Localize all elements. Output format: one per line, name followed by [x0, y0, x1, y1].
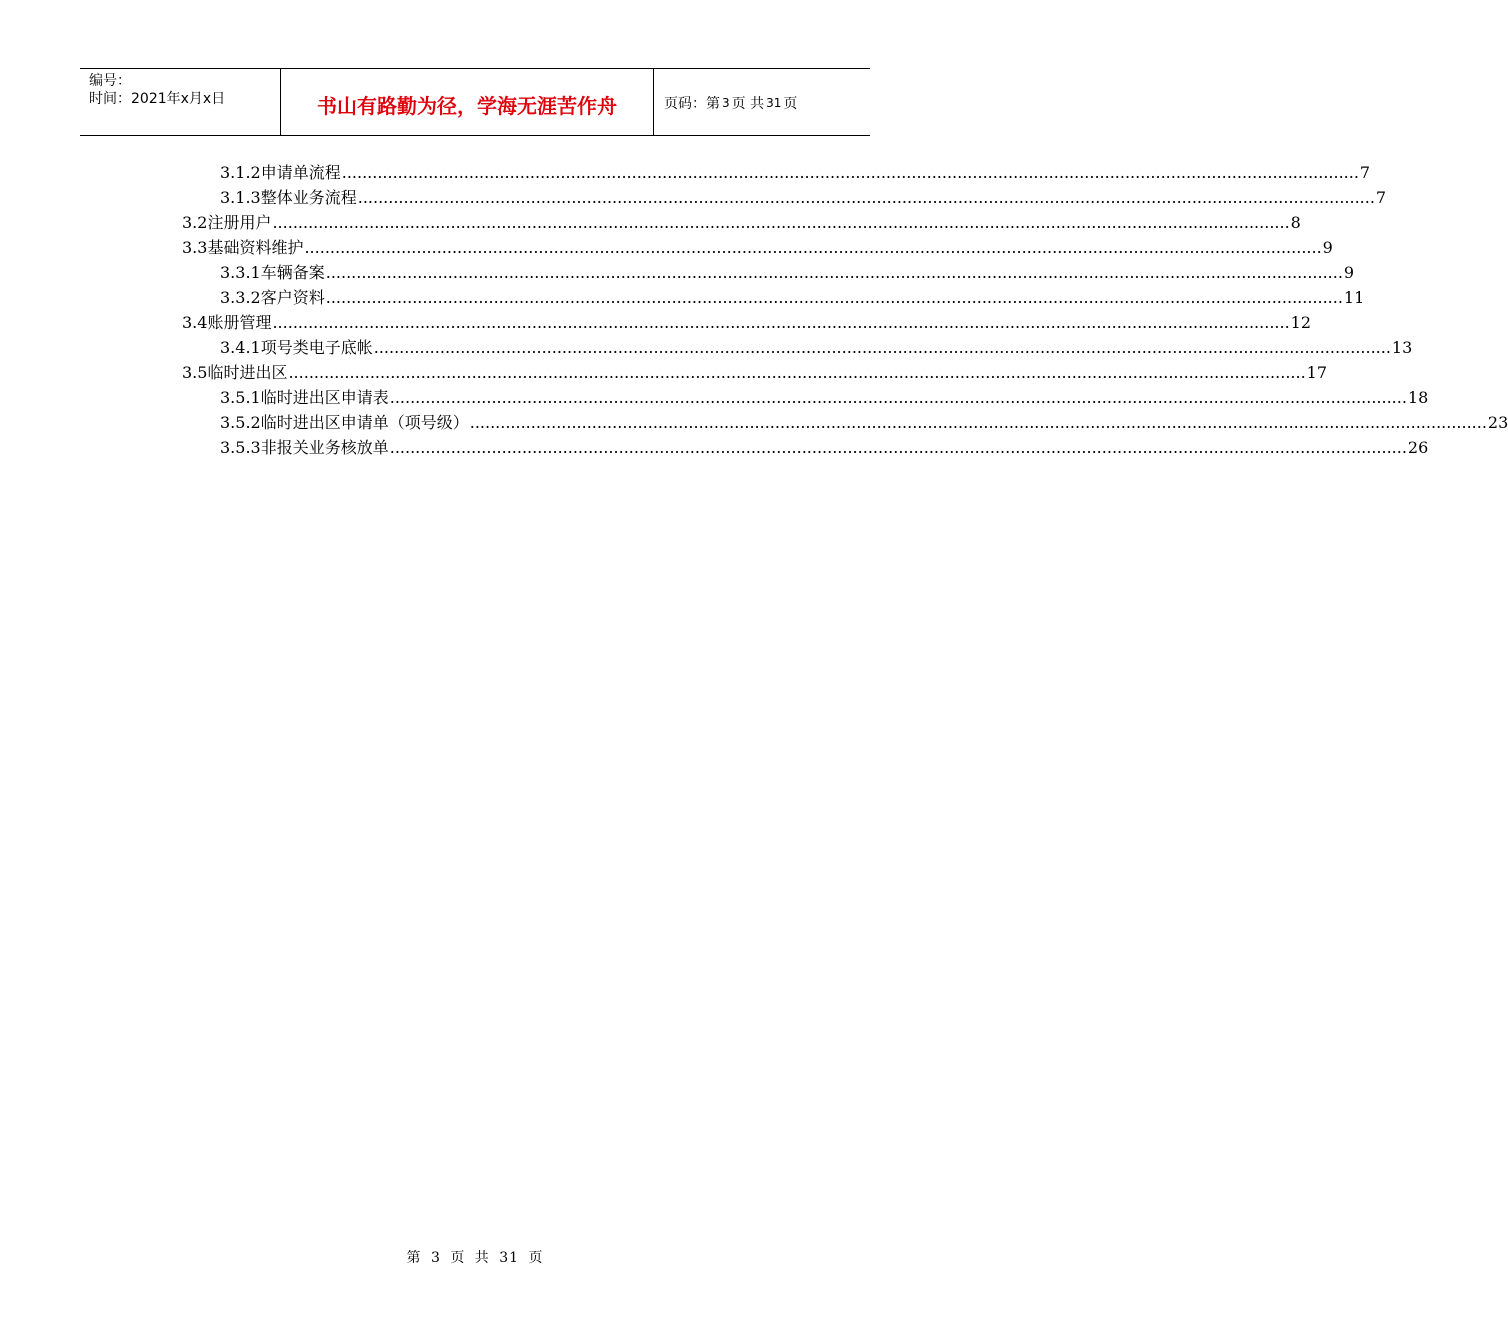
- toc-entry[interactable]: [220, 408, 1508, 433]
- toc-entry-page: 9: [1343, 263, 1355, 282]
- header-page-suffix: 页: [783, 96, 798, 112]
- toc-entry-page: 11: [1343, 288, 1365, 307]
- toc-entry[interactable]: [220, 433, 1429, 458]
- toc-entry-page: 13: [1391, 338, 1413, 357]
- toc-entry-number: 3.4: [182, 313, 208, 332]
- toc-entry[interactable]: [220, 283, 1365, 308]
- header-page-current: 3: [722, 96, 730, 110]
- toc-entry[interactable]: [182, 358, 1328, 383]
- toc-entry-title: 车辆备案: [260, 263, 325, 282]
- toc-entry-number: 3.1.2: [220, 163, 261, 182]
- toc-entry-page: 12: [1290, 313, 1312, 332]
- toc-dot-leader: ........................................................................................................................................................................................................: [357, 188, 1375, 207]
- toc-entry-number: 3.3.2: [220, 288, 261, 307]
- toc-entry[interactable]: [182, 308, 1312, 333]
- toc-entry[interactable]: [182, 233, 1333, 258]
- toc-entry[interactable]: [220, 333, 1413, 358]
- toc-entry-number: 3.5: [182, 363, 208, 382]
- toc-entry-title: 客户资料: [260, 288, 325, 307]
- toc-entry-page: 23: [1487, 413, 1508, 432]
- document-date-label: 时间：2021年x月x日: [89, 91, 226, 107]
- toc-entry-page: 26: [1407, 438, 1429, 457]
- toc-dot-leader: ........................................................................................................................................................................................................: [469, 413, 1487, 432]
- header-motto: 书山有路勤为径，学海无涯苦作舟: [281, 69, 654, 135]
- toc-entry-title: 临时进出区申请表: [260, 388, 389, 407]
- toc-dot-leader: ........................................................................................................................................................................................................: [304, 238, 1322, 257]
- toc-entry-title: 非报关业务核放单: [260, 438, 389, 457]
- toc-dot-leader: ........................................................................................................................................................................................................: [325, 288, 1343, 307]
- header-page-mid: 页 共: [731, 96, 765, 112]
- toc-entry[interactable]: [220, 383, 1429, 408]
- toc-entry-number: 3.4.1: [220, 338, 261, 357]
- footer-mid2: 共: [474, 1250, 490, 1266]
- footer-suffix: 页: [528, 1250, 544, 1266]
- toc-entry-number: 3.3.1: [220, 263, 261, 282]
- toc-entry-page: 18: [1407, 388, 1429, 407]
- toc-dot-leader: ........................................................................................................................................................................................................: [373, 338, 1391, 357]
- toc-entry-title: 基础资料维护: [207, 238, 304, 257]
- toc-entry-title: 申请单流程: [260, 163, 341, 182]
- header-meta: [80, 69, 281, 135]
- footer-total-pages: 31: [499, 1250, 520, 1266]
- page-header: [80, 68, 870, 136]
- toc-dot-leader: ........................................................................................................................................................................................................: [272, 313, 1290, 332]
- toc-dot-leader: ........................................................................................................................................................................................................: [272, 213, 1290, 232]
- toc-entry-title: 项号类电子底帐: [260, 338, 373, 357]
- toc-entry[interactable]: [220, 258, 1355, 283]
- toc-entry-page: 8: [1290, 213, 1301, 232]
- toc-entry-title: 注册用户: [207, 213, 272, 232]
- footer-current-page: 3: [430, 1250, 441, 1266]
- toc-dot-leader: ........................................................................................................................................................................................................: [288, 363, 1306, 382]
- toc-entry[interactable]: [220, 158, 1371, 183]
- header-page-prefix: 页码：第: [664, 96, 720, 112]
- toc-entry-page: 7: [1375, 188, 1387, 207]
- toc-entry-number: 3.5.2: [220, 413, 261, 432]
- toc-dot-leader: ........................................................................................................................................................................................................: [325, 263, 1343, 282]
- toc-entry-title: 临时进出区: [207, 363, 288, 382]
- toc-entry-title: 账册管理: [207, 313, 272, 332]
- toc-entry-number: 3.1.3: [220, 188, 261, 207]
- toc-entry-page: 17: [1306, 363, 1328, 382]
- toc-entry-page: 7: [1359, 163, 1371, 182]
- toc-dot-leader: ........................................................................................................................................................................................................: [341, 163, 1359, 182]
- header-page-number: [654, 69, 870, 135]
- footer-mid1: 页: [450, 1250, 466, 1266]
- toc-entry-title: 临时进出区申请单（项号级）: [260, 413, 469, 432]
- toc-dot-leader: ........................................................................................................................................................................................................: [389, 438, 1407, 457]
- toc-entry-number: 3.5.1: [220, 388, 261, 407]
- page-footer: [0, 1247, 950, 1267]
- document-code-label: 编号：: [89, 73, 131, 89]
- toc-entry[interactable]: [182, 208, 1301, 233]
- toc-entry-title: 整体业务流程: [260, 188, 357, 207]
- toc-dot-leader: ........................................................................................................................................................................................................: [389, 388, 1407, 407]
- toc-entry-number: 3.2: [182, 213, 208, 232]
- toc-entry[interactable]: [220, 183, 1387, 208]
- toc-entry-number: 3.5.3: [220, 438, 261, 457]
- footer-prefix: 第: [406, 1250, 422, 1266]
- header-page-total: 31: [766, 96, 782, 110]
- toc-entry-page: 9: [1322, 238, 1333, 257]
- toc-entry-number: 3.3: [182, 238, 208, 257]
